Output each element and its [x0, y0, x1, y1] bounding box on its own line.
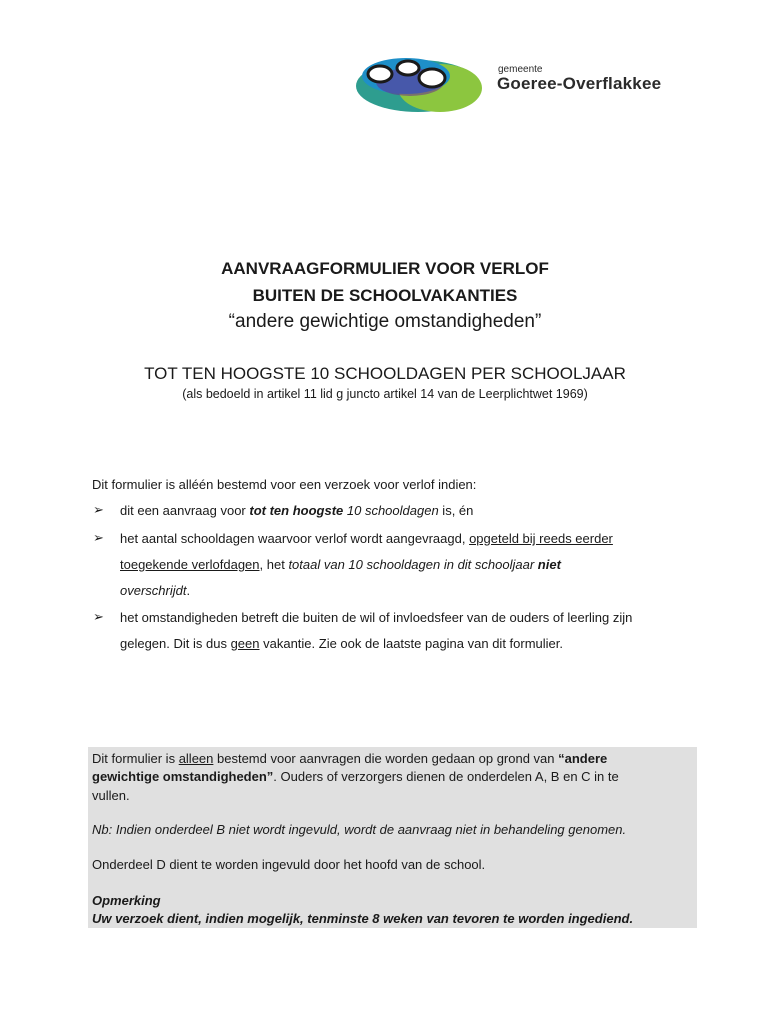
form-limit-heading: TOT TEN HOOGSTE 10 SCHOOLDAGEN PER SCHOOLJAAR [144, 364, 626, 383]
notice-remark-heading: Opmerking [92, 893, 161, 908]
bullet-arrow-icon: ➢ [93, 530, 104, 545]
bullet-arrow-icon: ➢ [93, 609, 104, 624]
legal-reference: (als bedoeld in artikel 11 lid g juncto artikel 14 van de Leerplichtwet 1969) [182, 387, 588, 401]
bullet-3-line-1: het omstandigheden betreft die buiten de wil of invloedsfeer van de ouders of leerling zijn [120, 610, 633, 625]
form-title-line-2: BUITEN DE SCHOOLVAKANTIES [252, 286, 518, 305]
notice-p1-line-1: Dit formulier is alleen bestemd voor aanvragen die worden gedaan op grond van “andere [92, 751, 608, 766]
bullet-arrow-icon: ➢ [93, 502, 104, 517]
notice-section-d: Onderdeel D dient te worden ingevuld door het hoofd van de school. [92, 857, 486, 872]
notice-nb: Nb: Indien onderdeel B niet wordt ingevuld, wordt de aanvraag niet in behandeling genomen. [92, 822, 627, 837]
bullet-2-line-1: het aantal schooldagen waarvoor verlof wordt aangevraagd, opgeteld bij reeds eerder [120, 531, 613, 546]
notice-remark-text: Uw verzoek dient, indien mogelijk, tenminste 8 weken van tevoren te worden ingediend. [92, 911, 634, 926]
form-subtitle: “andere gewichtige omstandigheden” [228, 311, 542, 332]
bullet-1: dit een aanvraag voor tot ten hoogste 10 schooldagen is, én [120, 503, 474, 518]
municipality-logo [350, 52, 490, 116]
intro-lead: Dit formulier is alléén bestemd voor een verzoek voor verlof indien: [92, 477, 477, 492]
notice-p1-line-3: vullen. [92, 788, 130, 803]
bullet-3-line-2: gelegen. Dit is dus geen vakantie. Zie ook de laatste pagina van dit formulier. [120, 636, 564, 651]
logo-title: Goeree-Overflakkee [497, 74, 662, 93]
bullet-2-line-2: toegekende verlofdagen, het totaal van 10 schooldagen in dit schooljaar niet [120, 557, 561, 572]
form-title-line-1: AANVRAAGFORMULIER VOOR VERLOF [221, 259, 549, 278]
logo-subtitle: gemeente [498, 64, 543, 75]
bullet-2-line-3: overschrijdt. [120, 583, 191, 598]
notice-p1-line-2: gewichtige omstandigheden”. Ouders of verzorgers dienen de onderdelen A, B en C in te [92, 769, 619, 784]
